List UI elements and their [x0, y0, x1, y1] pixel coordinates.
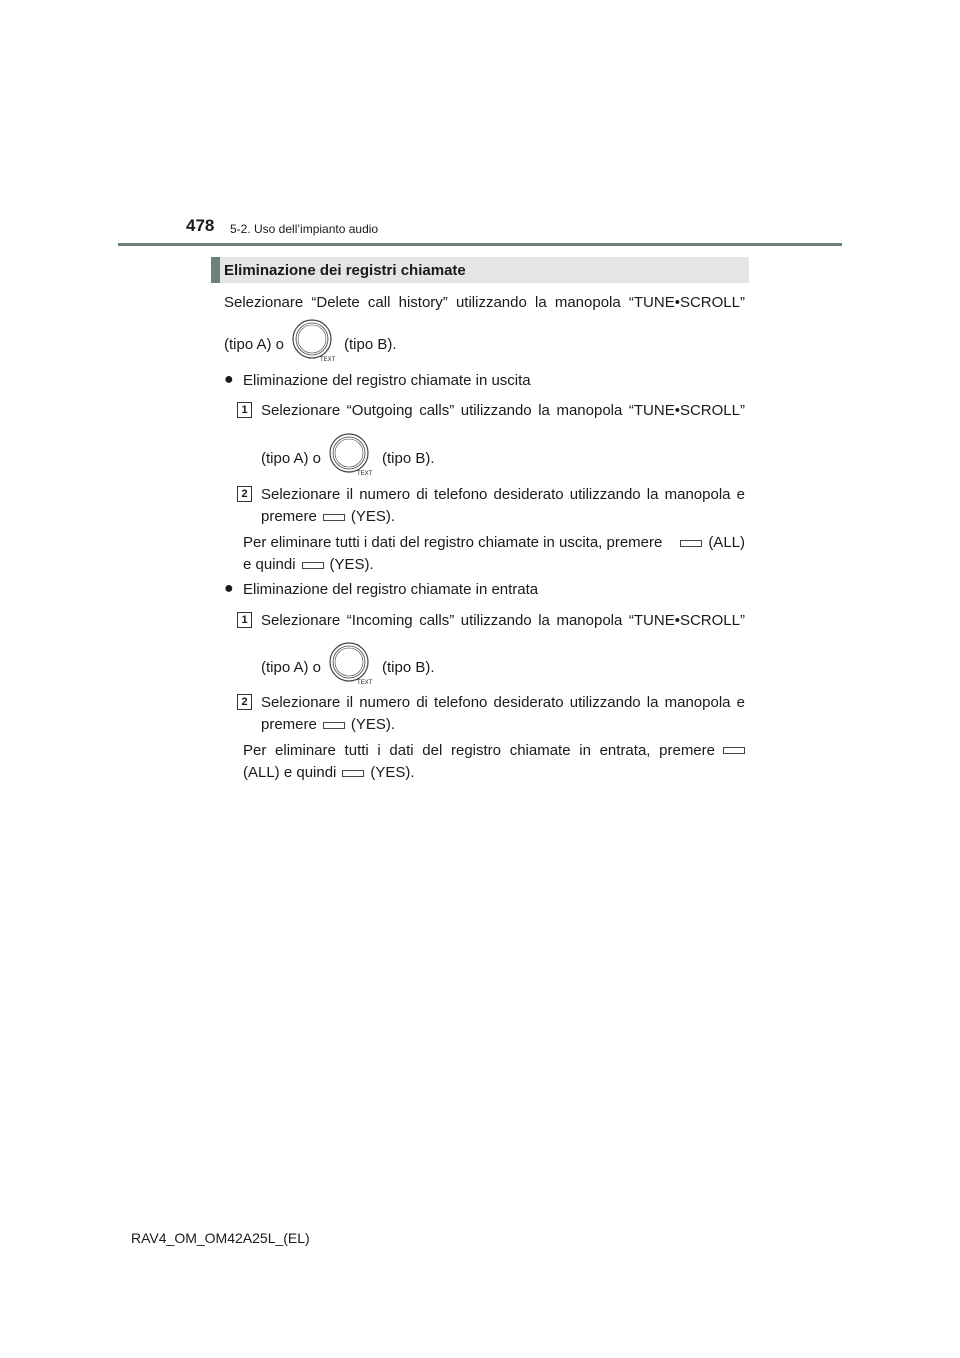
tune-knob-icon — [329, 642, 373, 686]
outgoing-title: Eliminazione del registro chiamate in uscita — [243, 372, 531, 389]
incoming-title: Eliminazione del registro chiamate in entrata — [243, 581, 539, 598]
section-heading: Eliminazione dei registri chiamate — [224, 262, 466, 279]
header-rule — [118, 243, 842, 246]
step-number-badge: 1 — [237, 612, 252, 628]
outgoing-note-line2-end: (YES). — [329, 556, 374, 573]
outgoing-step1-line2-end: (tipo B). — [382, 450, 435, 467]
knob-label: TEXT — [357, 471, 373, 477]
yes-key-icon — [302, 562, 324, 569]
all-key-icon — [680, 540, 702, 547]
outgoing-step1-line1: Selezionare “Outgoing calls” utilizzando la manopola “TUNE•SCROLL” — [261, 402, 745, 419]
all-key-icon — [723, 747, 745, 754]
document-code: RAV4_OM_OM42A25L_(EL) — [131, 1230, 310, 1246]
outgoing-step2-line2-start: premere — [261, 508, 317, 525]
knob-label: TEXT — [357, 680, 373, 686]
yes-key-icon — [323, 722, 345, 729]
bullet-icon: ● — [224, 580, 234, 597]
incoming-step1-line2-end: (tipo B). — [382, 659, 435, 676]
incoming-step1-line1: Selezionare “Incoming calls” utilizzando la manopola “TUNE•SCROLL” — [261, 612, 745, 629]
yes-key-icon — [342, 770, 364, 777]
incoming-step1-line2-start: (tipo A) o — [261, 659, 322, 676]
step-number-badge: 2 — [237, 486, 252, 502]
incoming-note-line1: Per eliminare tutti i dati del registro chiamate in entrata, premere — [243, 742, 715, 759]
section-title: 5-2. Uso dell’impianto audio — [230, 222, 379, 236]
incoming-step2-line2-start: premere — [261, 716, 317, 733]
outgoing-note-line1-start: Per eliminare tutti i dati del registro chiamate in uscita, premere — [243, 534, 663, 551]
incoming-note-line2-end: (YES). — [370, 764, 415, 781]
intro-line-1: Selezionare “Delete call history” utilizzando la manopola “TUNE•SCROLL” — [224, 294, 745, 311]
incoming-step2-line2-end: (YES). — [350, 716, 396, 733]
incoming-step2-line1: Selezionare il numero di telefono desiderato utilizzando la manopola e — [261, 694, 745, 711]
step-number-badge: 1 — [237, 402, 252, 418]
outgoing-step2-line1: Selezionare il numero di telefono desiderato utilizzando la manopola e — [261, 486, 745, 503]
intro-line-2-end: (tipo B). — [344, 336, 397, 353]
outgoing-step2-line2-end: (YES). — [350, 508, 396, 525]
intro-line-2-start: (tipo A) o — [224, 336, 285, 353]
tune-knob-icon — [292, 319, 336, 363]
knob-label: TEXT — [320, 357, 336, 363]
outgoing-step1-line2-start: (tipo A) o — [261, 450, 322, 467]
outgoing-note-line1-end: (ALL) — [708, 534, 745, 551]
incoming-note-line2-start: (ALL) e quindi — [243, 764, 337, 781]
tune-knob-icon — [329, 433, 373, 477]
yes-key-icon — [323, 514, 345, 521]
page-number: 478 — [186, 216, 215, 235]
step-number-badge: 2 — [237, 694, 252, 710]
outgoing-note-line2-start: e quindi — [243, 556, 296, 573]
bullet-icon: ● — [224, 371, 234, 388]
